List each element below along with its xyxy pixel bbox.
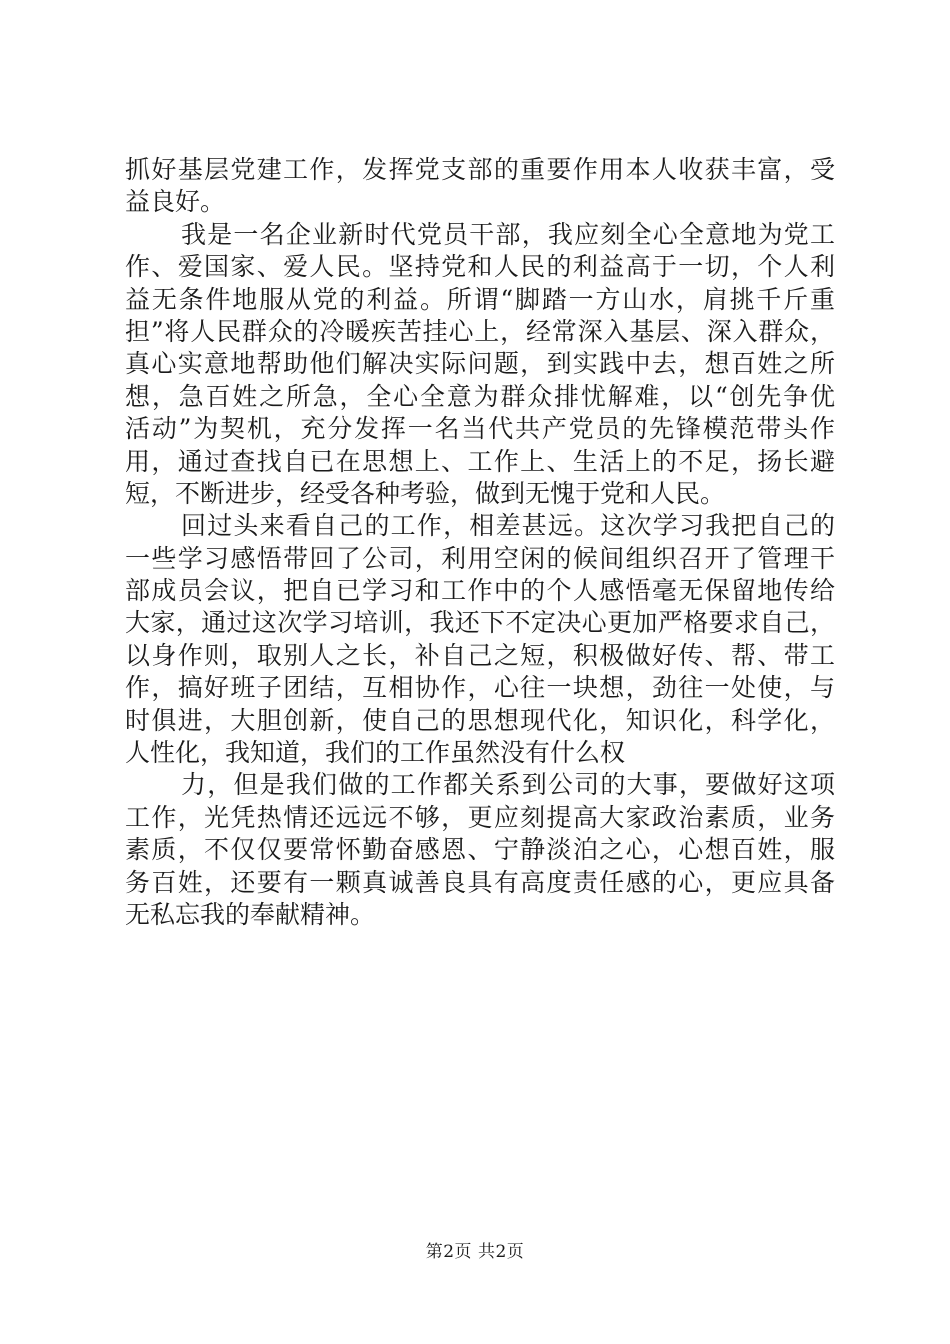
- text-line: 部成员会议，把自已学习和工作中的个人感悟毫无保留地传给: [125, 576, 835, 606]
- text-line: 素质，不仅仅要常怀勤奋感恩、宁静淡泊之心，心想百姓，服: [125, 835, 835, 865]
- paragraph-1: [125, 154, 835, 219]
- text-line: 益无条件地服从党的利益。所谓“脚踏一方山水，肩挑千斤重: [125, 284, 835, 314]
- text-line: 时俱进，大胆创新，使自己的思想现代化，知识化，科学化，: [125, 705, 835, 735]
- text-line: 担”将人民群众的冷暖疾苦挂心上，经常深入基层、深入群众，: [125, 316, 835, 346]
- text-line: 用，通过查找自已在思想上、工作上、生活上的不足，扬长避: [125, 446, 835, 476]
- text-line: 力，但是我们做的工作都关系到公司的大事，要做好这项: [181, 770, 835, 800]
- page-number-label: 第2页 共2页: [425, 1242, 525, 1262]
- text-line: 我是一名企业新时代党员干部，我应刻全心全意地为党工: [181, 219, 835, 249]
- text-line: 真心实意地帮助他们解决实际问题，到实践中去，想百姓之所: [125, 349, 835, 379]
- text-line: 益良好。: [125, 187, 226, 217]
- text-line: 一些学习感悟带回了公司，利用空闲的候间组织召开了管理干: [125, 543, 835, 573]
- text-line: 活动”为契机，充分发挥一名当代共产党员的先锋模范带头作: [125, 414, 835, 444]
- text-line: 回过头来看自己的工作，相差甚远。这次学习我把自己的: [181, 511, 835, 541]
- document-body: [125, 154, 835, 931]
- text-line: 作、爱国家、爱人民。坚持党和人民的利益高于一切，个人利: [125, 252, 835, 282]
- text-line: 抓好基层党建工作，发挥党支部的重要作用本人收获丰富，受: [125, 155, 835, 184]
- text-line: 无私忘我的奉献精神。: [125, 899, 376, 929]
- text-line: 想，急百姓之所急，全心全意为群众排忧解难，以“创先争优: [125, 381, 835, 411]
- text-line: 短，不断进步，经受各种考验，做到无愧于党和人民。: [125, 478, 726, 508]
- page-footer: [0, 1240, 950, 1264]
- paragraph-4: [125, 769, 835, 931]
- text-line: 作，搞好班子团结，互相协作，心往一块想，劲往一处使，与: [125, 673, 835, 703]
- text-line: 工作，光凭热情还远远不够，更应刻提高大家政治素质，业务: [125, 802, 835, 832]
- text-line: 务百姓，还要有一颗真诚善良具有高度责任感的心，更应具备: [125, 867, 835, 897]
- text-line: 大家，通过这次学习培训，我还下不定决心更加严格要求自己，: [125, 608, 835, 638]
- text-line: 以身作则，取别人之长，补自己之短，积极做好传、帮、带工: [125, 640, 835, 670]
- paragraph-3: [125, 510, 835, 769]
- paragraph-2: [125, 219, 835, 511]
- text-line: 人性化，我知道，我们的工作虽然没有什么权: [125, 738, 626, 768]
